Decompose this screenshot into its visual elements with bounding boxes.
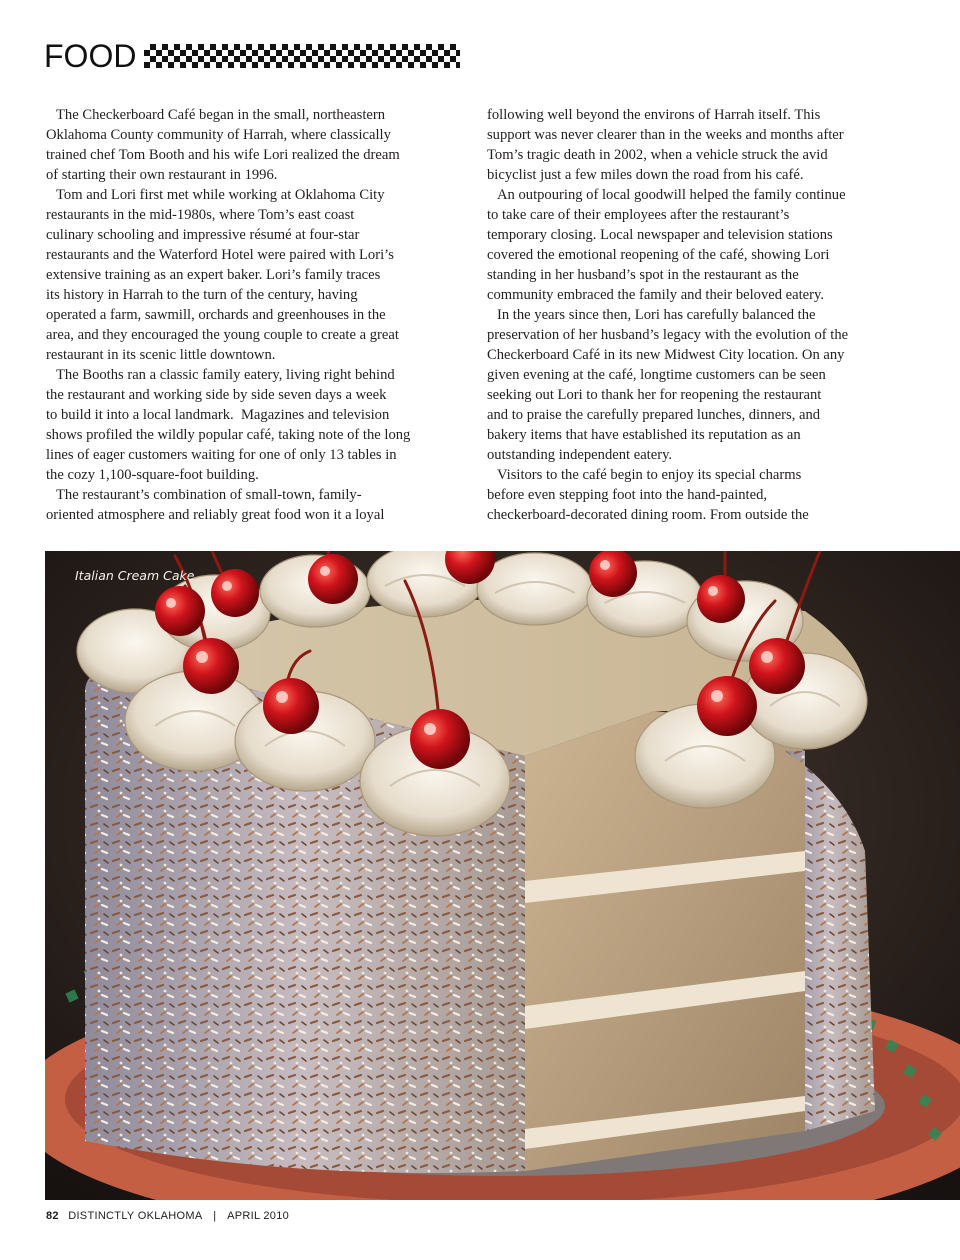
page-footer xyxy=(46,1210,289,1222)
paragraph: Visitors to the café begin to enjoy its special charms before even stepping foot into the hand-painted, checkerboard-decorated dining room. From outside the xyxy=(487,467,809,523)
paragraph: following well beyond the environs of Harrah itself. This support was never clearer than in the weeks and months after Tom’s tragic death in 2002, when a vehicle struck the avid bicyclist just a few miles down the road from his café. xyxy=(487,107,844,183)
article-column-left xyxy=(46,105,462,525)
publication-name: DISTINCTLY OKLAHOMA xyxy=(68,1210,202,1222)
paragraph: In the years since then, Lori has carefully balanced the preservation of her husband’s legacy with the evolution of the Checkerboard Café in its new Midwest City location. On any given evening at the café, longtime customers can be seen seeking out Lori to thank her for reopening the restaurant and to praise the carefully prepared lunches, dinners, and bakery items that have established its reputation as an outstanding independent eatery. xyxy=(487,307,849,463)
issue-date: APRIL 2010 xyxy=(227,1210,290,1222)
paragraph: An outpouring of local goodwill helped the family continue to take care of their employees after the restaurant’s temporary closing. Local newspaper and television stations covered the emotional reopening of the café, showing Lori standing in her husband’s spot in the restaurant as the community embraced the family and their beloved eatery. xyxy=(487,187,846,303)
article-body xyxy=(46,105,904,525)
paragraph: The Checkerboard Café began in the small, northeastern Oklahoma County community of Harrah, where classically trained chef Tom Booth and his wife Lori realized the dream of starting their own restaurant in 1996. xyxy=(46,107,400,183)
footer-separator: | xyxy=(213,1210,217,1222)
section-header xyxy=(44,38,460,74)
paragraph: The restaurant’s combination of small-town, family- oriented atmosphere and reliably great food won it a loyal xyxy=(46,487,385,523)
checkerboard-pattern xyxy=(144,44,460,68)
section-title: FOOD xyxy=(44,38,137,74)
paragraph: The Booths ran a classic family eatery, living right behind the restaurant and working side by side seven days a week to build it into a local landmark. Magazines and television shows profiled the wildly popular café, taking note of the long lines of eager customers waiting for one of only 13 tables in the cozy 1,100-square-foot building. xyxy=(46,367,411,483)
page-number: 82 xyxy=(46,1210,59,1222)
cake-photo xyxy=(45,551,960,1200)
paragraph: Tom and Lori first met while working at Oklahoma City restaurants in the mid-1980s, where Tom’s east coast culinary schooling and impressive résumé at four-star restaurants and the Waterford Hotel were paired with Lori’s extensive training as an expert baker. Lori’s family traces its history in Harrah to the turn of the century, having operated a farm, sawmill, orchards and greenhouses in the area, and they encouraged the young couple to create a great restaurant in its scenic little downtown. xyxy=(46,187,399,363)
photo-caption: Italian Cream Cake xyxy=(75,568,195,583)
cake-illustration xyxy=(45,551,960,1200)
article-column-right xyxy=(487,105,903,525)
